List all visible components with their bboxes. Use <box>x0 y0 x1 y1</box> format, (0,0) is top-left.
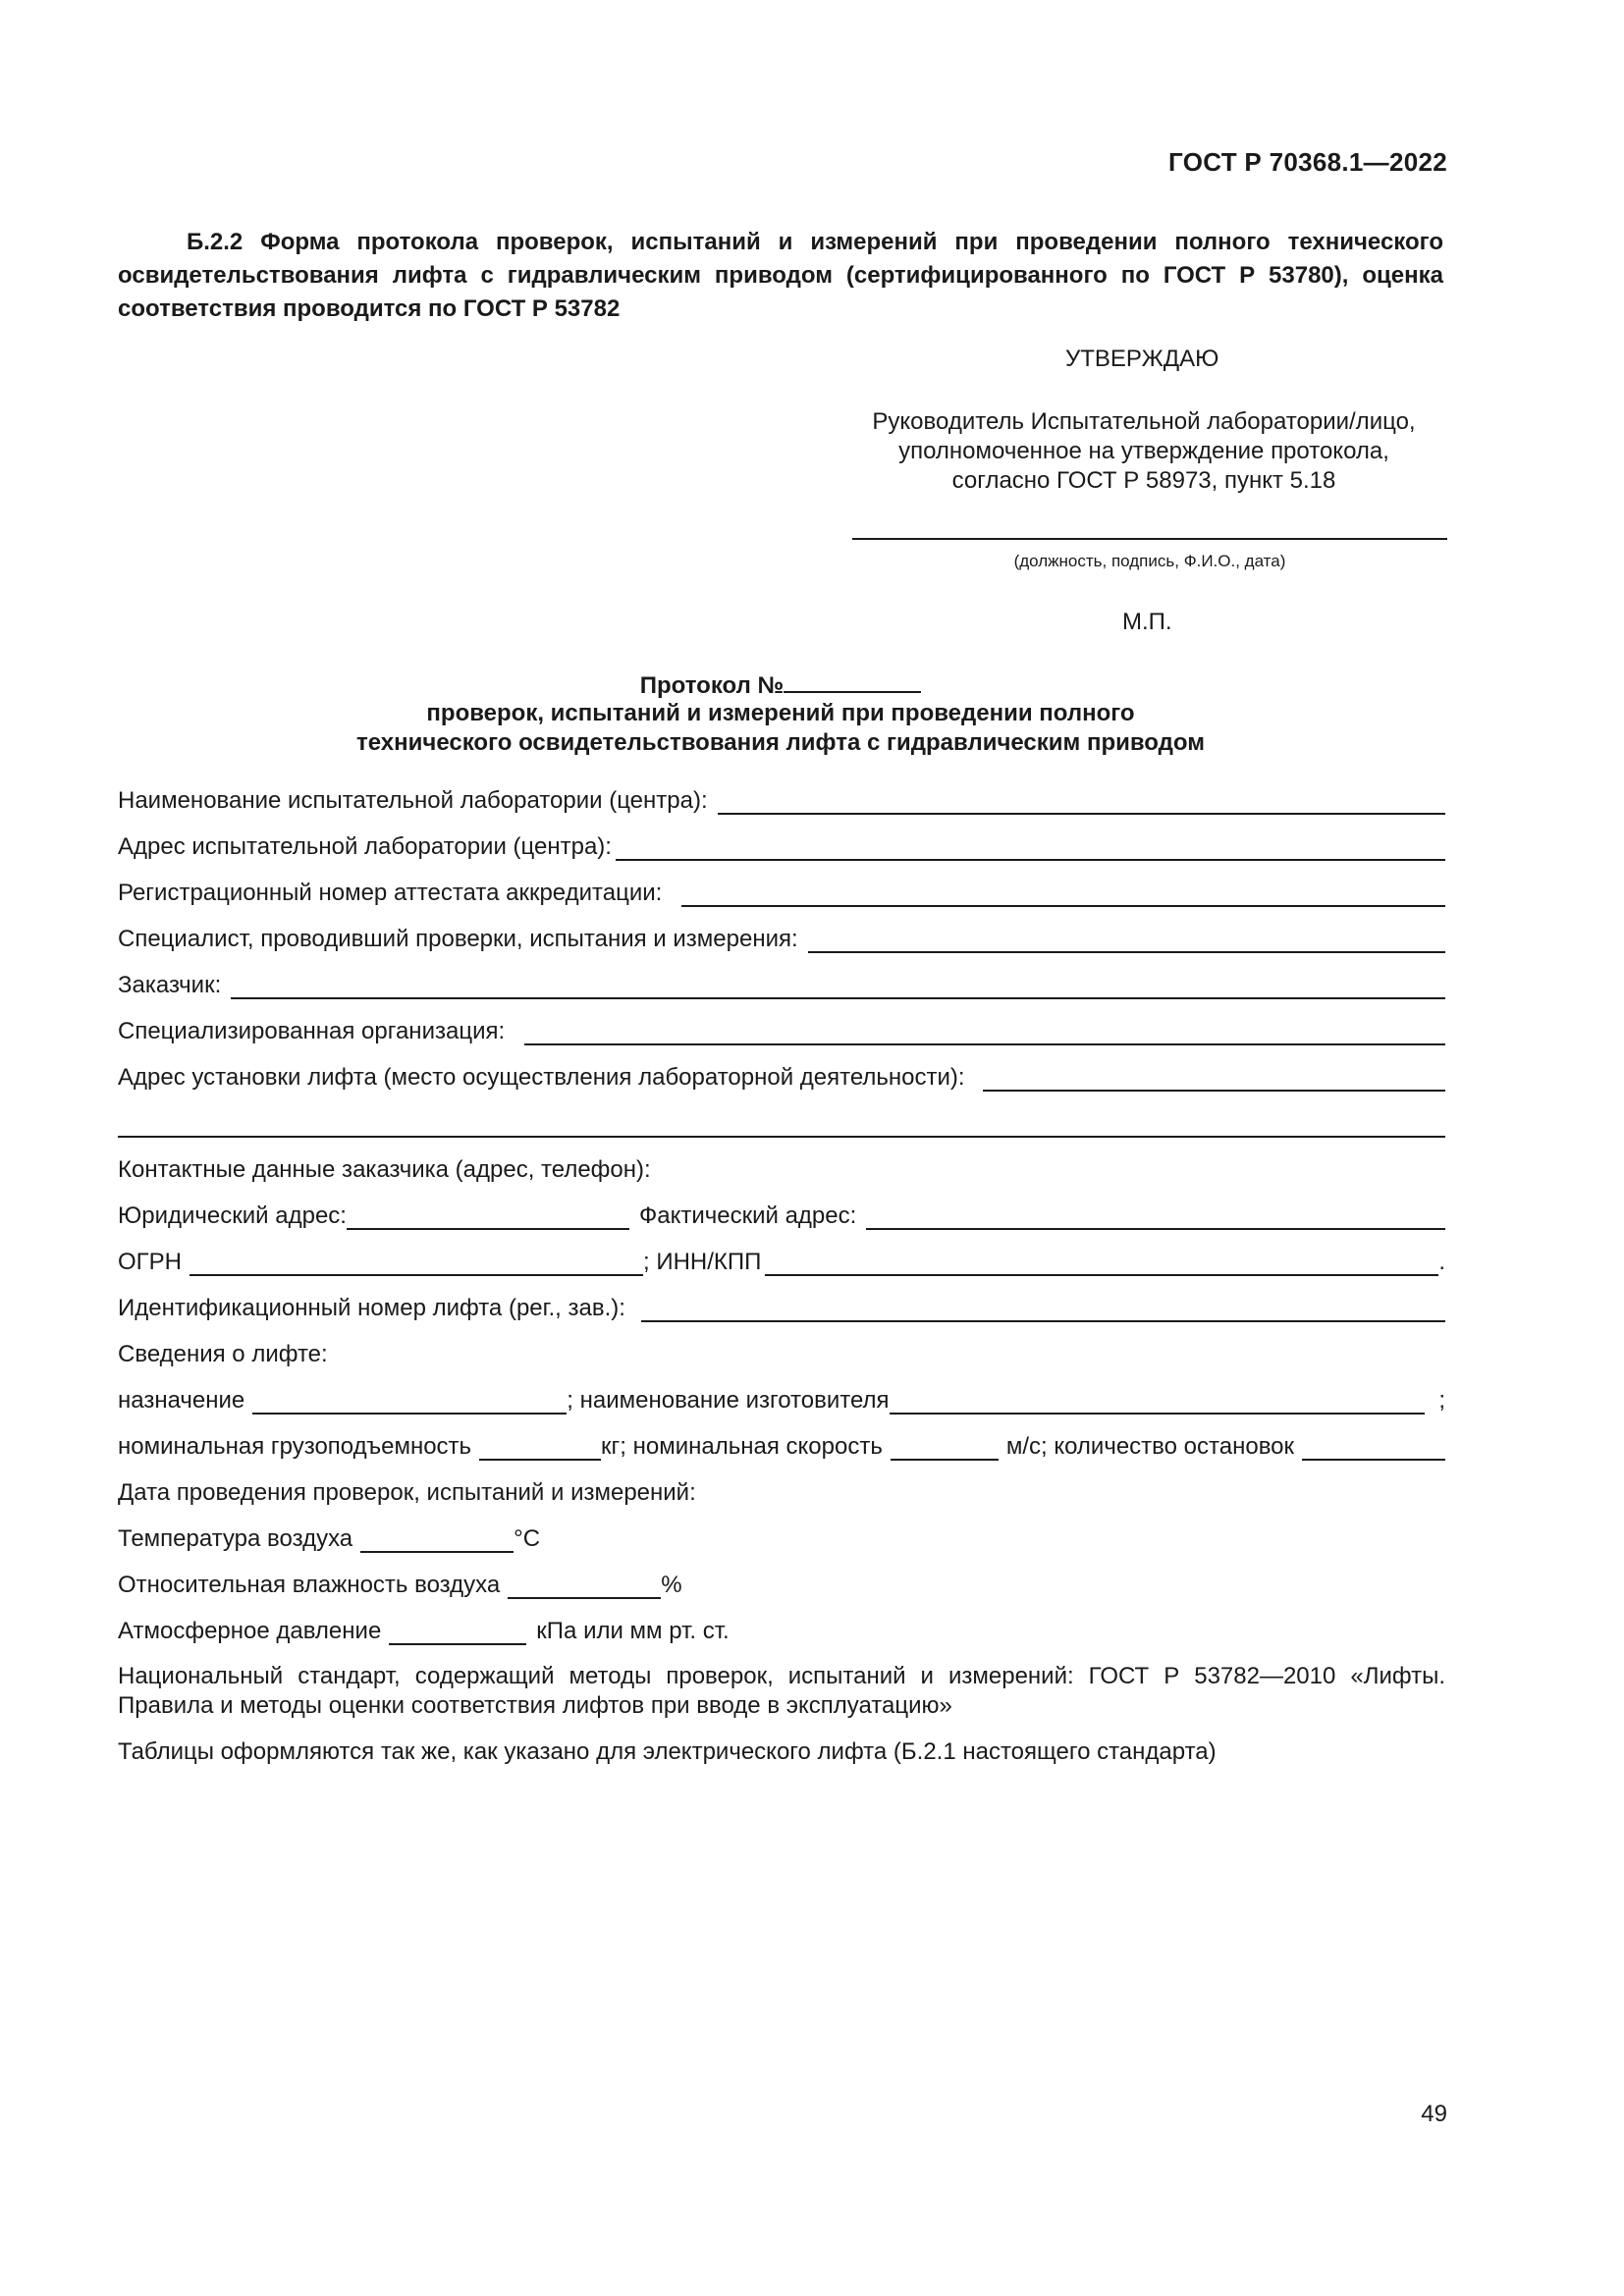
form-row-lab-name <box>118 785 1445 815</box>
form-row-install-address-cont <box>118 1108 1445 1138</box>
ogrn-field[interactable] <box>189 1253 643 1276</box>
protocol-title <box>118 669 1443 701</box>
protocol-title-text: Протокол № <box>639 672 785 699</box>
protocol-form <box>118 785 1445 1784</box>
form-row-lift-info <box>118 1339 1445 1368</box>
form-row-pressure <box>118 1616 1445 1645</box>
field-label: Дата проведения проверок, испытаний и измерений: <box>118 1479 696 1506</box>
install-address-field[interactable] <box>983 1068 1445 1092</box>
field-end-mark: ; <box>1438 1387 1445 1414</box>
standard-note: Национальный стандарт, содержащий методы проверок, испытаний и измерений: ГОСТ Р 53782—2010 «Лифты. Правила и методы оценки соответствия лифтов при вводе в эксплуатацию» <box>118 1663 1445 1719</box>
unit-label: % <box>661 1572 682 1598</box>
form-row-purpose <box>118 1385 1445 1415</box>
field-label: ; ИНН/КПП <box>643 1249 762 1275</box>
field-label: Относительная влажность воздуха <box>118 1572 501 1598</box>
lab-name-field[interactable] <box>718 791 1445 815</box>
signature-line[interactable] <box>852 538 1447 540</box>
air-temp-field[interactable] <box>360 1529 514 1553</box>
protocol-subtitle-line: технического освидетельствования лифта с гидравлическим приводом <box>356 729 1205 756</box>
humidity-field[interactable] <box>508 1575 661 1599</box>
approver-line: Руководитель Испытательной лаборатории/лицо, <box>872 408 1416 435</box>
document-code: ГОСТ Р 70368.1—2022 <box>1168 147 1447 177</box>
unit-label: кПа или мм рт. ст. <box>536 1618 730 1644</box>
field-label: Фактический адрес: <box>638 1202 857 1229</box>
page-number: 49 <box>1421 2101 1447 2127</box>
approver-block <box>835 407 1453 496</box>
speed-field[interactable] <box>891 1437 999 1461</box>
section-title: Б.2.2 Форма протокола проверок, испытаний и измерений при проведении полного технического освидетельствования лифта с гидравлическим приводом (сертифицированного по ГОСТ Р 53780), оценка соответствия проводится по ГОСТ Р 53782 <box>118 229 1443 322</box>
specialist-field[interactable] <box>808 930 1445 953</box>
form-row-specialized-org <box>118 1016 1445 1045</box>
form-row-ogrn-inn <box>118 1247 1445 1276</box>
field-label: назначение <box>118 1387 245 1414</box>
form-row-customer-contacts <box>118 1154 1445 1184</box>
field-label: Специализированная организация: <box>118 1018 506 1044</box>
field-label: Регистрационный номер аттестата аккредитации: <box>118 880 663 906</box>
form-row-customer <box>118 970 1445 999</box>
field-label: Адрес испытательной лаборатории (центра): <box>118 833 612 860</box>
tables-note: Таблицы оформляются так же, как указано для электрического лифта (Б.2.1 настоящего стандарта) <box>118 1738 1217 1765</box>
actual-address-field[interactable] <box>866 1206 1445 1230</box>
form-row-accreditation <box>118 878 1445 907</box>
protocol-subtitle <box>118 699 1443 758</box>
protocol-number-field[interactable] <box>784 669 921 693</box>
lab-address-field[interactable] <box>616 837 1445 861</box>
install-address-continuation-field[interactable] <box>118 1114 1445 1138</box>
approver-line: согласно ГОСТ Р 58973, пункт 5.18 <box>951 467 1336 494</box>
field-label: кг; номинальная скорость <box>601 1433 883 1460</box>
form-row-lift-id <box>118 1293 1445 1322</box>
field-label: номинальная грузоподъемность <box>118 1433 472 1460</box>
signature-caption: (должность, подпись, Ф.И.О., дата) <box>1013 552 1286 570</box>
rated-load-field[interactable] <box>479 1437 601 1461</box>
purpose-field[interactable] <box>252 1391 567 1415</box>
approver-line: уполномоченное на утверждение протокола, <box>898 438 1389 464</box>
protocol-subtitle-line: проверок, испытаний и измерений при проведении полного <box>426 700 1135 726</box>
field-label: Специалист, проводивший проверки, испытания и измерения: <box>118 926 798 952</box>
field-label: Контактные данные заказчика (адрес, телефон): <box>118 1156 651 1183</box>
form-row-humidity <box>118 1570 1445 1599</box>
unit-label: °С <box>514 1525 541 1552</box>
field-label: Заказчик: <box>118 972 222 998</box>
field-end-mark: . <box>1438 1249 1445 1275</box>
customer-field[interactable] <box>231 976 1445 999</box>
form-row-load-speed <box>118 1431 1445 1461</box>
manufacturer-field[interactable] <box>890 1391 1426 1415</box>
form-row-specialist <box>118 924 1445 953</box>
accreditation-number-field[interactable] <box>681 883 1445 907</box>
legal-address-field[interactable] <box>347 1206 629 1230</box>
form-row-lab-address <box>118 831 1445 861</box>
field-label: Сведения о лифте: <box>118 1341 328 1367</box>
approve-word: УТВЕРЖДАЮ <box>1065 346 1219 372</box>
specialized-org-field[interactable] <box>524 1022 1445 1045</box>
pressure-field[interactable] <box>389 1622 526 1645</box>
form-row-test-date <box>118 1477 1445 1507</box>
field-label: Адрес установки лифта (место осуществления лабораторной деятельности): <box>118 1064 965 1091</box>
form-row-air-temp <box>118 1523 1445 1553</box>
field-label: м/с; количество остановок <box>1005 1433 1295 1460</box>
stops-count-field[interactable] <box>1302 1437 1445 1461</box>
form-row-addresses <box>118 1201 1445 1230</box>
field-label: Идентификационный номер лифта (рег., зав.): <box>118 1295 625 1321</box>
field-label: ОГРН <box>118 1249 183 1275</box>
form-row-install-address <box>118 1062 1445 1092</box>
field-label: Атмосферное давление <box>118 1618 382 1644</box>
field-label: Наименование испытательной лаборатории (центра): <box>118 787 708 814</box>
lift-id-field[interactable] <box>641 1299 1445 1322</box>
field-label: Юридический адрес: <box>118 1202 347 1229</box>
field-label: ; наименование изготовителя <box>567 1387 890 1414</box>
inn-kpp-field[interactable] <box>765 1253 1438 1276</box>
stamp-mark: М.П. <box>1122 609 1172 635</box>
field-label: Температура воздуха <box>118 1525 353 1552</box>
